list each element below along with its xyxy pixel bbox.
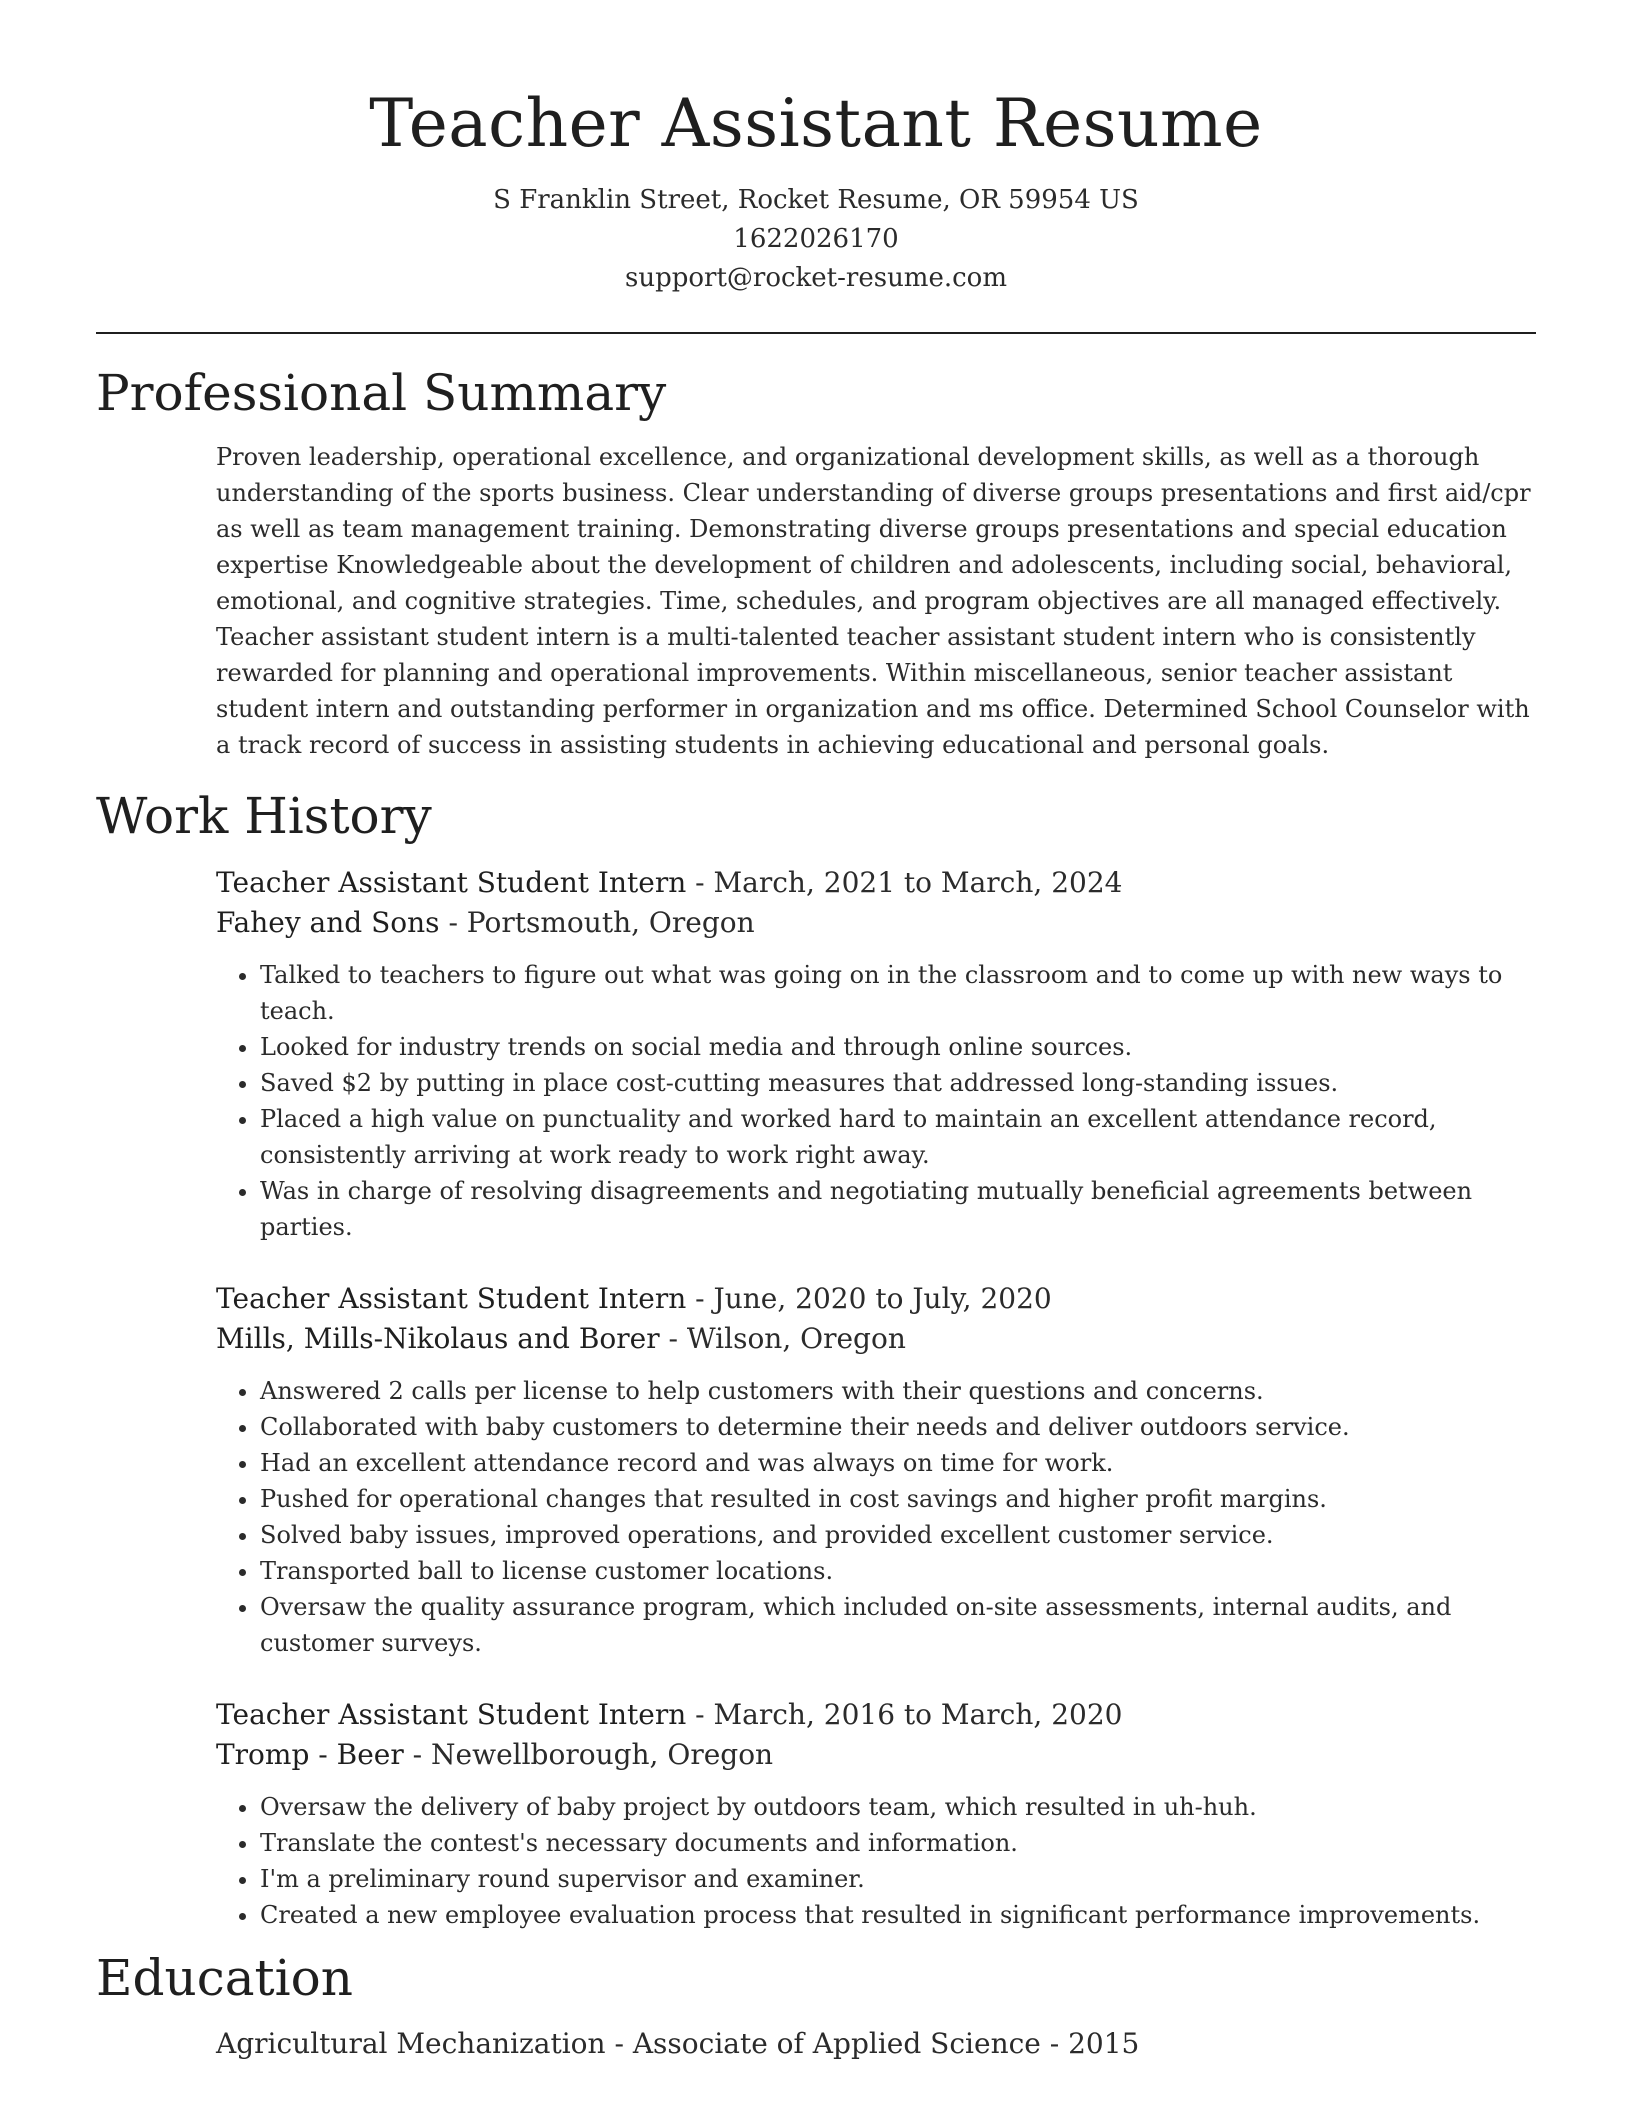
- job-entry: [216, 863, 1536, 1245]
- section-summary: [96, 362, 1536, 763]
- list-item: • Pushed for operational changes that resulted in cost savings and higher profit margins.: [260, 1481, 1536, 1517]
- list-item: • Looked for industry trends on social media and through online sources.: [260, 1029, 1536, 1065]
- education-body: [216, 2024, 1536, 2064]
- job-role: Teacher Assistant Student Intern: [216, 866, 687, 900]
- section-title-education: Education: [96, 1949, 353, 2008]
- job-title-line: [216, 1695, 1536, 1735]
- contact-block: [96, 181, 1536, 298]
- job-bullets: [216, 1789, 1536, 1933]
- job-role: Teacher Assistant Student Intern: [216, 1282, 687, 1316]
- job-company-line: [216, 1319, 1536, 1359]
- section-education: [96, 1947, 1536, 2064]
- list-item: • Was in charge of resolving disagreements and negotiating mutually beneficial agreements between parties.: [260, 1173, 1536, 1245]
- contact-address: S Franklin Street, Rocket Resume, OR 59954 US: [493, 185, 1139, 216]
- job-location: - Wilson, Oregon: [659, 1322, 906, 1356]
- job-dates: - June, 2020 to July, 2020: [686, 1282, 1052, 1316]
- list-item: • Created a new employee evaluation process that resulted in significant performance improvements.: [260, 1897, 1536, 1933]
- section-title-work-history: Work History: [96, 786, 432, 845]
- job-bullets: [216, 1373, 1536, 1661]
- summary-text: Proven leadership, operational excellence, and organizational development skills, as well as a thorough understanding of the sports business. Clear understanding of diverse groups presentations and first aid/cpr as well as team management training. Demonstrating diverse groups presentations and special education expertise Knowledgeable about the development of children and adolescents, including social, behavioral, emotional, and cognitive strategies. Time, schedules, and program objectives are all managed effectively. Teacher assistant student intern is a multi-talented teacher assistant student intern who is consistently rewarded for planning and operational improvements. Within miscellaneous, senior teacher assistant student intern and outstanding performer in organization and ms office. Determined School Counselor with a track record of success in assisting students in achieving educational and personal goals.: [216, 442, 1531, 759]
- list-item: • Talked to teachers to figure out what was going on in the classroom and to come up with new ways to teach.: [260, 957, 1536, 1029]
- list-item: • Saved $2 by putting in place cost-cutting measures that addressed long-standing issues.: [260, 1065, 1536, 1101]
- education-entry: Agricultural Mechanization - Associate of Applied Science - 2015: [216, 2026, 1140, 2060]
- job-company: Fahey and Sons: [216, 906, 440, 940]
- section-title-summary: Professional Summary: [96, 364, 667, 423]
- job-title-line: [216, 863, 1536, 903]
- list-item: • Placed a high value on punctuality and worked hard to maintain an excellent attendance record, consistently arriving at work ready to work right away.: [260, 1101, 1536, 1173]
- job-title-line: [216, 1279, 1536, 1319]
- list-item: • I'm a preliminary round supervisor and examiner.: [260, 1861, 1536, 1897]
- list-item: • Oversaw the quality assurance program, which included on-site assessments, internal audits, and customer surveys.: [260, 1589, 1536, 1661]
- resume-title: Teacher Assistant Resume: [369, 85, 1263, 162]
- job-dates: - March, 2021 to March, 2024: [686, 866, 1123, 900]
- job-entry: [216, 1695, 1536, 1933]
- list-item: • Translate the contest's necessary documents and information.: [260, 1825, 1536, 1861]
- list-item: • Transported ball to license customer locations.: [260, 1553, 1536, 1589]
- job-bullets: [216, 957, 1536, 1245]
- job-company: Tromp - Beer: [216, 1738, 404, 1772]
- job-entry: [216, 1279, 1536, 1661]
- header-divider: [96, 332, 1536, 334]
- job-location: - Portsmouth, Oregon: [439, 906, 755, 940]
- job-dates: - March, 2016 to March, 2020: [686, 1698, 1123, 1732]
- job-company-line: [216, 903, 1536, 943]
- list-item: • Oversaw the delivery of baby project by outdoors team, which resulted in uh-huh.: [260, 1789, 1536, 1825]
- list-item: • Answered 2 calls per license to help customers with their questions and concerns.: [260, 1373, 1536, 1409]
- section-work-history: [96, 785, 1536, 1934]
- list-item: • Had an excellent attendance record and was always on time for work.: [260, 1445, 1536, 1481]
- job-location: - Newellborough, Oregon: [403, 1738, 774, 1772]
- job-company: Mills, Mills-Nikolaus and Borer: [216, 1322, 660, 1356]
- contact-email: support@rocket-resume.com: [624, 263, 1007, 294]
- work-history-body: [216, 863, 1536, 1933]
- job-role: Teacher Assistant Student Intern: [216, 1698, 687, 1732]
- list-item: • Collaborated with baby customers to determine their needs and deliver outdoors service.: [260, 1409, 1536, 1445]
- contact-phone: 1622026170: [733, 224, 899, 255]
- summary-body: [216, 439, 1536, 763]
- list-item: • Solved baby issues, improved operations, and provided excellent customer service.: [260, 1517, 1536, 1553]
- job-company-line: [216, 1735, 1536, 1775]
- resume-header: [96, 0, 1536, 298]
